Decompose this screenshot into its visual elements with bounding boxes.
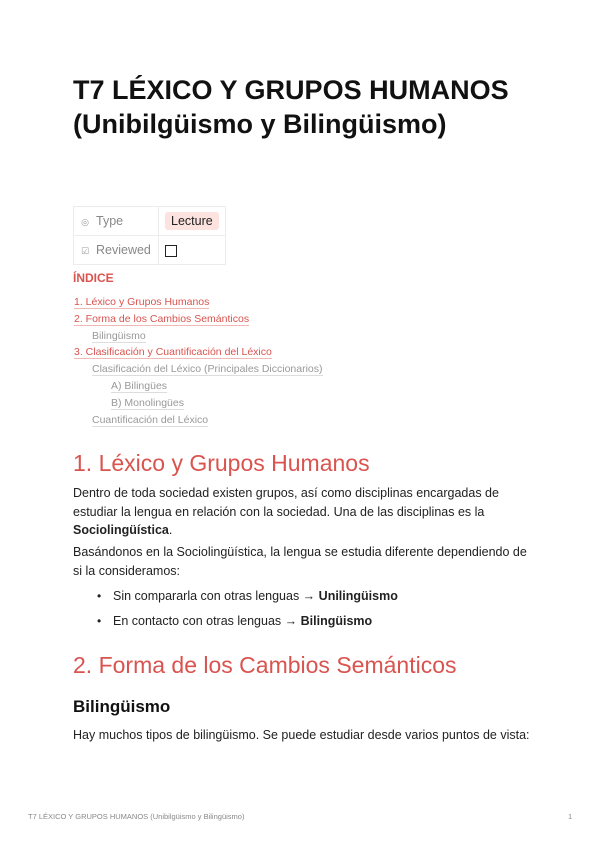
type-icon: ◎ — [81, 217, 89, 227]
subsection-heading: Bilingüismo — [73, 697, 171, 716]
paragraph: Dentro de toda sociedad existen grupos, así como disciplinas encargadas de estudiar la lengua en relación con la sociedad. Una de las disciplinas es la Sociolingüística. — [73, 486, 499, 537]
toc-item[interactable]: Cuantificación del Léxico — [92, 413, 209, 426]
property-key-type — [74, 207, 159, 236]
type-label: Type — [96, 214, 124, 228]
toc-item[interactable]: B) Monolingües — [111, 396, 184, 409]
reviewed-checkbox[interactable] — [165, 245, 177, 257]
toc-item[interactable]: 2. Forma de los Cambios Semánticos — [74, 312, 250, 325]
section-heading: 2. Forma de los Cambios Semánticos — [73, 652, 457, 678]
table-of-contents — [73, 294, 323, 428]
checkbox-icon: ☑ — [80, 246, 90, 256]
page-number: 1 — [568, 812, 573, 821]
page-footer: T7 LÉXICO Y GRUPOS HUMANOS (Unibilgüismo y Bilingüismo) — [28, 812, 245, 821]
toc-item[interactable]: A) Bilingües — [111, 379, 168, 392]
list-item: • En contacto con otras lenguas → Bilingüismo — [73, 612, 398, 637]
property-row-reviewed — [74, 236, 226, 265]
paragraph: Basándonos en la Sociolingüística, la lengua se estudia diferente dependiendo de si la consideramos: — [73, 545, 527, 578]
reviewed-label: Reviewed — [96, 243, 151, 257]
toc-item[interactable]: 1. Léxico y Grupos Humanos — [74, 296, 210, 308]
property-key-reviewed — [74, 236, 159, 265]
type-tag[interactable]: Lecture — [165, 212, 219, 230]
toc-item[interactable]: 3. Clasificación y Cuantificación del Léxico — [74, 346, 272, 359]
property-row-type — [74, 207, 226, 236]
paragraph: Hay muchos tipos de bilingüismo. Se puede estudiar desde varios puntos de vista: — [73, 728, 530, 742]
properties-table — [73, 206, 226, 265]
page-title: T7 LÉXICO Y GRUPOS HUMANOS (Unibilgüismo y Bilingüismo) — [73, 75, 509, 139]
index-heading: ÍNDICE — [73, 271, 114, 285]
list-item: • Sin compararla con otras lenguas → Unilingüismo — [73, 587, 398, 612]
property-value-reviewed — [159, 236, 226, 265]
toc-item[interactable]: Bilingüismo — [92, 329, 146, 342]
bullet-list — [73, 587, 398, 637]
toc-item[interactable]: Clasificación del Léxico (Principales Diccionarios) — [92, 363, 323, 376]
property-value-type — [159, 207, 226, 236]
section-heading: 1. Léxico y Grupos Humanos — [73, 450, 370, 476]
